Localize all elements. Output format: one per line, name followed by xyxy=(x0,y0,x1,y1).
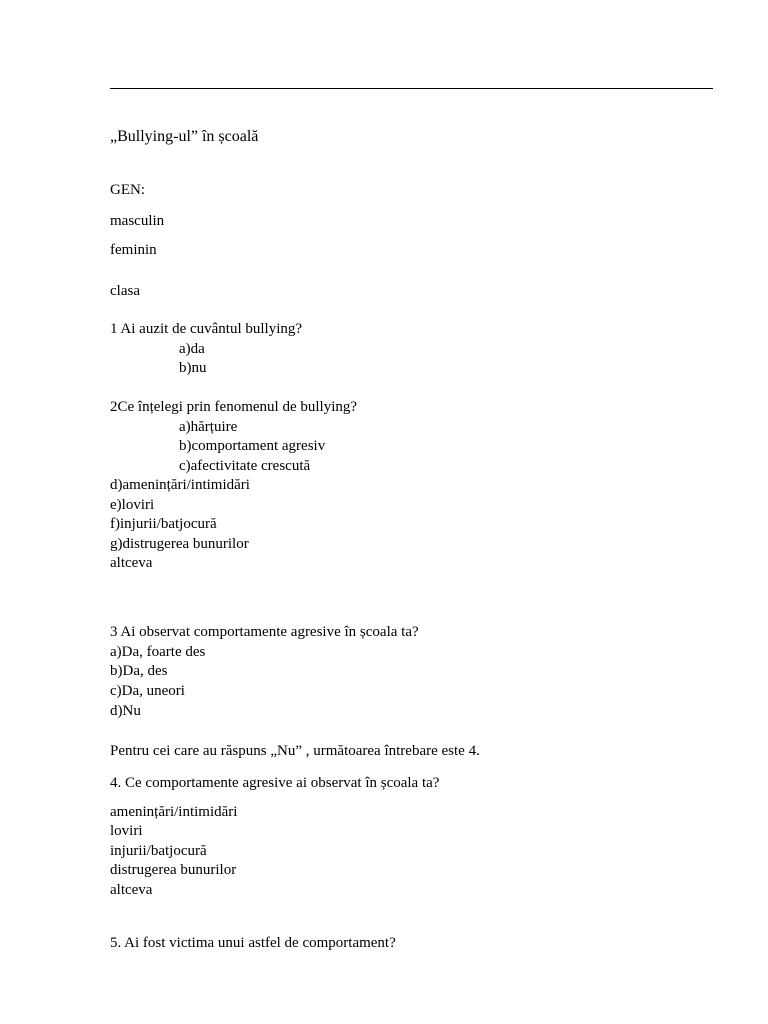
q2-option-c: c)afectivitate crescută xyxy=(179,458,311,474)
q3-option-c: c)Da, uneori xyxy=(110,683,185,699)
question-3: 3 Ai observat comportamente agresive în școala ta? xyxy=(110,624,419,640)
q4-option-3: injurii/batjocură xyxy=(110,843,207,859)
q4-option-4: distrugerea bunurilor xyxy=(110,862,237,878)
gender-label: GEN: xyxy=(110,182,145,198)
question-1: 1 Ai auzit de cuvântul bullying? xyxy=(110,321,303,337)
q2-option-a: a)hărțuire xyxy=(179,419,238,435)
class-label: clasa xyxy=(110,283,140,299)
gender-option-feminin: feminin xyxy=(110,242,157,258)
instruction-note: Pentru cei care au răspuns „Nu” , următoarea întrebare este 4. xyxy=(110,743,480,759)
question-5: 5. Ai fost victima unui astfel de comportament? xyxy=(110,935,396,951)
q4-option-1: amenințări/intimidări xyxy=(110,804,238,820)
q1-option-b: b)nu xyxy=(179,360,207,376)
question-4: 4. Ce comportamente agresive ai observat în școala ta? xyxy=(110,775,440,791)
q2-option-f: f)injurii/batjocură xyxy=(110,516,217,532)
q2-option-g: g)distrugerea bunurilor xyxy=(110,536,249,552)
document-title: „Bullying-ul” în școală xyxy=(110,128,259,145)
q3-option-a: a)Da, foarte des xyxy=(110,644,206,660)
q2-option-b: b)comportament agresiv xyxy=(179,438,326,454)
q1-option-a: a)da xyxy=(179,341,205,357)
question-2: 2Ce înțelegi prin fenomenul de bullying? xyxy=(110,399,358,415)
q3-option-d: d)Nu xyxy=(110,703,141,719)
q4-option-5: altceva xyxy=(110,882,153,898)
header-rule xyxy=(110,88,713,89)
q2-option-d: d)amenințări/intimidări xyxy=(110,477,250,493)
q2-option-other: altceva xyxy=(110,555,153,571)
q4-option-2: loviri xyxy=(110,823,143,839)
q3-option-b: b)Da, des xyxy=(110,663,168,679)
q2-option-e: e)loviri xyxy=(110,497,155,513)
gender-option-masculin: masculin xyxy=(110,213,165,229)
